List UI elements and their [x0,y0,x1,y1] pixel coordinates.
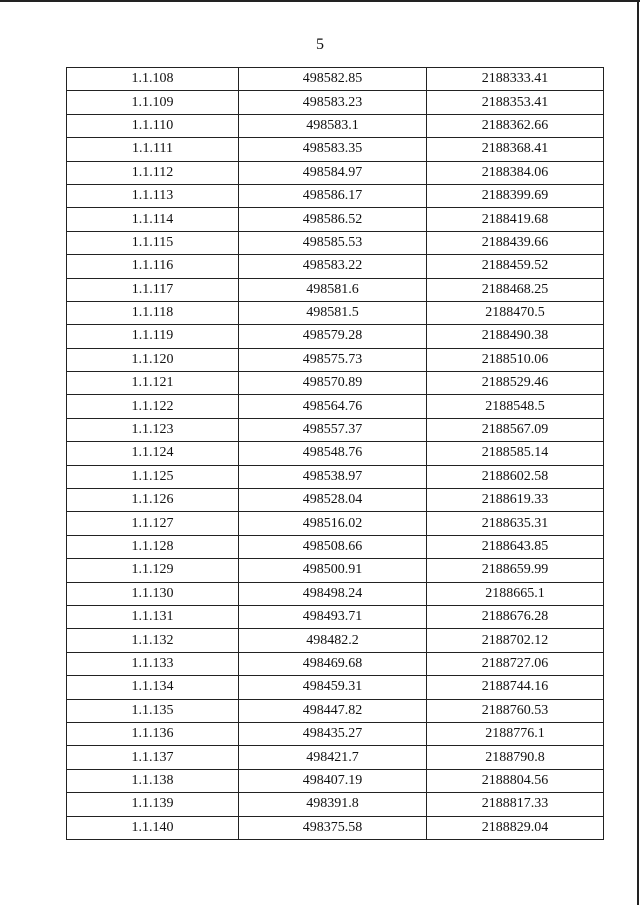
x-coordinate-cell: 498583.35 [239,138,427,161]
page-number: 5 [316,36,324,53]
table-row [67,68,604,91]
x-coordinate-cell: 498582.85 [239,68,427,91]
table-row [67,699,604,722]
point-id-cell: 1.1.140 [67,816,239,839]
scan-edge-right [637,0,639,905]
y-coordinate-cell: 2188459.52 [427,255,604,278]
x-coordinate-cell: 498508.66 [239,535,427,558]
point-id-cell: 1.1.127 [67,512,239,535]
x-coordinate-cell: 498585.53 [239,231,427,254]
table-row [67,255,604,278]
y-coordinate-cell: 2188790.8 [427,746,604,769]
table-row [67,652,604,675]
point-id-cell: 1.1.114 [67,208,239,231]
y-coordinate-cell: 2188353.41 [427,91,604,114]
table-row [67,512,604,535]
coordinates-table [66,67,604,840]
point-id-cell: 1.1.137 [67,746,239,769]
x-coordinate-cell: 498583.22 [239,255,427,278]
x-coordinate-cell: 498581.5 [239,301,427,324]
x-coordinate-cell: 498581.6 [239,278,427,301]
y-coordinate-cell: 2188659.99 [427,559,604,582]
y-coordinate-cell: 2188676.28 [427,605,604,628]
x-coordinate-cell: 498407.19 [239,769,427,792]
table-row [67,465,604,488]
x-coordinate-cell: 498500.91 [239,559,427,582]
table-row [67,746,604,769]
x-coordinate-cell: 498570.89 [239,372,427,395]
y-coordinate-cell: 2188399.69 [427,184,604,207]
point-id-cell: 1.1.128 [67,535,239,558]
x-coordinate-cell: 498469.68 [239,652,427,675]
point-id-cell: 1.1.124 [67,442,239,465]
y-coordinate-cell: 2188727.06 [427,652,604,675]
y-coordinate-cell: 2188362.66 [427,114,604,137]
x-coordinate-cell: 498447.82 [239,699,427,722]
y-coordinate-cell: 2188510.06 [427,348,604,371]
y-coordinate-cell: 2188529.46 [427,372,604,395]
x-coordinate-cell: 498586.52 [239,208,427,231]
table-row [67,489,604,512]
point-id-cell: 1.1.135 [67,699,239,722]
table-row [67,629,604,652]
y-coordinate-cell: 2188804.56 [427,769,604,792]
table-row [67,114,604,137]
point-id-cell: 1.1.119 [67,325,239,348]
y-coordinate-cell: 2188585.14 [427,442,604,465]
y-coordinate-cell: 2188760.53 [427,699,604,722]
y-coordinate-cell: 2188829.04 [427,816,604,839]
point-id-cell: 1.1.129 [67,559,239,582]
table-row [67,559,604,582]
y-coordinate-cell: 2188567.09 [427,418,604,441]
point-id-cell: 1.1.121 [67,372,239,395]
table-row [67,184,604,207]
y-coordinate-cell: 2188419.68 [427,208,604,231]
table-row [67,676,604,699]
x-coordinate-cell: 498548.76 [239,442,427,465]
point-id-cell: 1.1.138 [67,769,239,792]
x-coordinate-cell: 498459.31 [239,676,427,699]
point-id-cell: 1.1.134 [67,676,239,699]
point-id-cell: 1.1.130 [67,582,239,605]
table-row [67,91,604,114]
table-row [67,348,604,371]
point-id-cell: 1.1.111 [67,138,239,161]
y-coordinate-cell: 2188470.5 [427,301,604,324]
point-id-cell: 1.1.110 [67,114,239,137]
x-coordinate-cell: 498482.2 [239,629,427,652]
y-coordinate-cell: 2188333.41 [427,68,604,91]
x-coordinate-cell: 498583.23 [239,91,427,114]
x-coordinate-cell: 498493.71 [239,605,427,628]
scan-edge-top [0,0,640,2]
x-coordinate-cell: 498528.04 [239,489,427,512]
point-id-cell: 1.1.132 [67,629,239,652]
table-row [67,325,604,348]
table-row [67,301,604,324]
x-coordinate-cell: 498375.58 [239,816,427,839]
x-coordinate-cell: 498421.7 [239,746,427,769]
x-coordinate-cell: 498516.02 [239,512,427,535]
point-id-cell: 1.1.118 [67,301,239,324]
table-row [67,418,604,441]
y-coordinate-cell: 2188744.16 [427,676,604,699]
x-coordinate-cell: 498586.17 [239,184,427,207]
point-id-cell: 1.1.133 [67,652,239,675]
point-id-cell: 1.1.122 [67,395,239,418]
point-id-cell: 1.1.125 [67,465,239,488]
x-coordinate-cell: 498538.97 [239,465,427,488]
point-id-cell: 1.1.136 [67,722,239,745]
table-row [67,208,604,231]
table-row [67,231,604,254]
point-id-cell: 1.1.139 [67,793,239,816]
point-id-cell: 1.1.116 [67,255,239,278]
table-row [67,161,604,184]
point-id-cell: 1.1.108 [67,68,239,91]
x-coordinate-cell: 498579.28 [239,325,427,348]
x-coordinate-cell: 498557.37 [239,418,427,441]
table-row [67,793,604,816]
point-id-cell: 1.1.115 [67,231,239,254]
table-row [67,278,604,301]
point-id-cell: 1.1.131 [67,605,239,628]
point-id-cell: 1.1.126 [67,489,239,512]
y-coordinate-cell: 2188548.5 [427,395,604,418]
table-row [67,816,604,839]
table-row [67,769,604,792]
y-coordinate-cell: 2188468.25 [427,278,604,301]
x-coordinate-cell: 498391.8 [239,793,427,816]
point-id-cell: 1.1.120 [67,348,239,371]
y-coordinate-cell: 2188817.33 [427,793,604,816]
coordinates-table-body [67,68,604,840]
point-id-cell: 1.1.109 [67,91,239,114]
y-coordinate-cell: 2188439.66 [427,231,604,254]
x-coordinate-cell: 498584.97 [239,161,427,184]
point-id-cell: 1.1.112 [67,161,239,184]
y-coordinate-cell: 2188619.33 [427,489,604,512]
y-coordinate-cell: 2188368.41 [427,138,604,161]
y-coordinate-cell: 2188702.12 [427,629,604,652]
table-row [67,395,604,418]
table-row [67,605,604,628]
y-coordinate-cell: 2188643.85 [427,535,604,558]
table-row [67,442,604,465]
table-row [67,372,604,395]
x-coordinate-cell: 498575.73 [239,348,427,371]
y-coordinate-cell: 2188384.06 [427,161,604,184]
y-coordinate-cell: 2188665.1 [427,582,604,605]
y-coordinate-cell: 2188635.31 [427,512,604,535]
table-row [67,582,604,605]
y-coordinate-cell: 2188602.58 [427,465,604,488]
point-id-cell: 1.1.123 [67,418,239,441]
x-coordinate-cell: 498564.76 [239,395,427,418]
x-coordinate-cell: 498583.1 [239,114,427,137]
table-row [67,138,604,161]
y-coordinate-cell: 2188490.38 [427,325,604,348]
x-coordinate-cell: 498498.24 [239,582,427,605]
x-coordinate-cell: 498435.27 [239,722,427,745]
table-row [67,722,604,745]
table-row [67,535,604,558]
point-id-cell: 1.1.113 [67,184,239,207]
y-coordinate-cell: 2188776.1 [427,722,604,745]
point-id-cell: 1.1.117 [67,278,239,301]
